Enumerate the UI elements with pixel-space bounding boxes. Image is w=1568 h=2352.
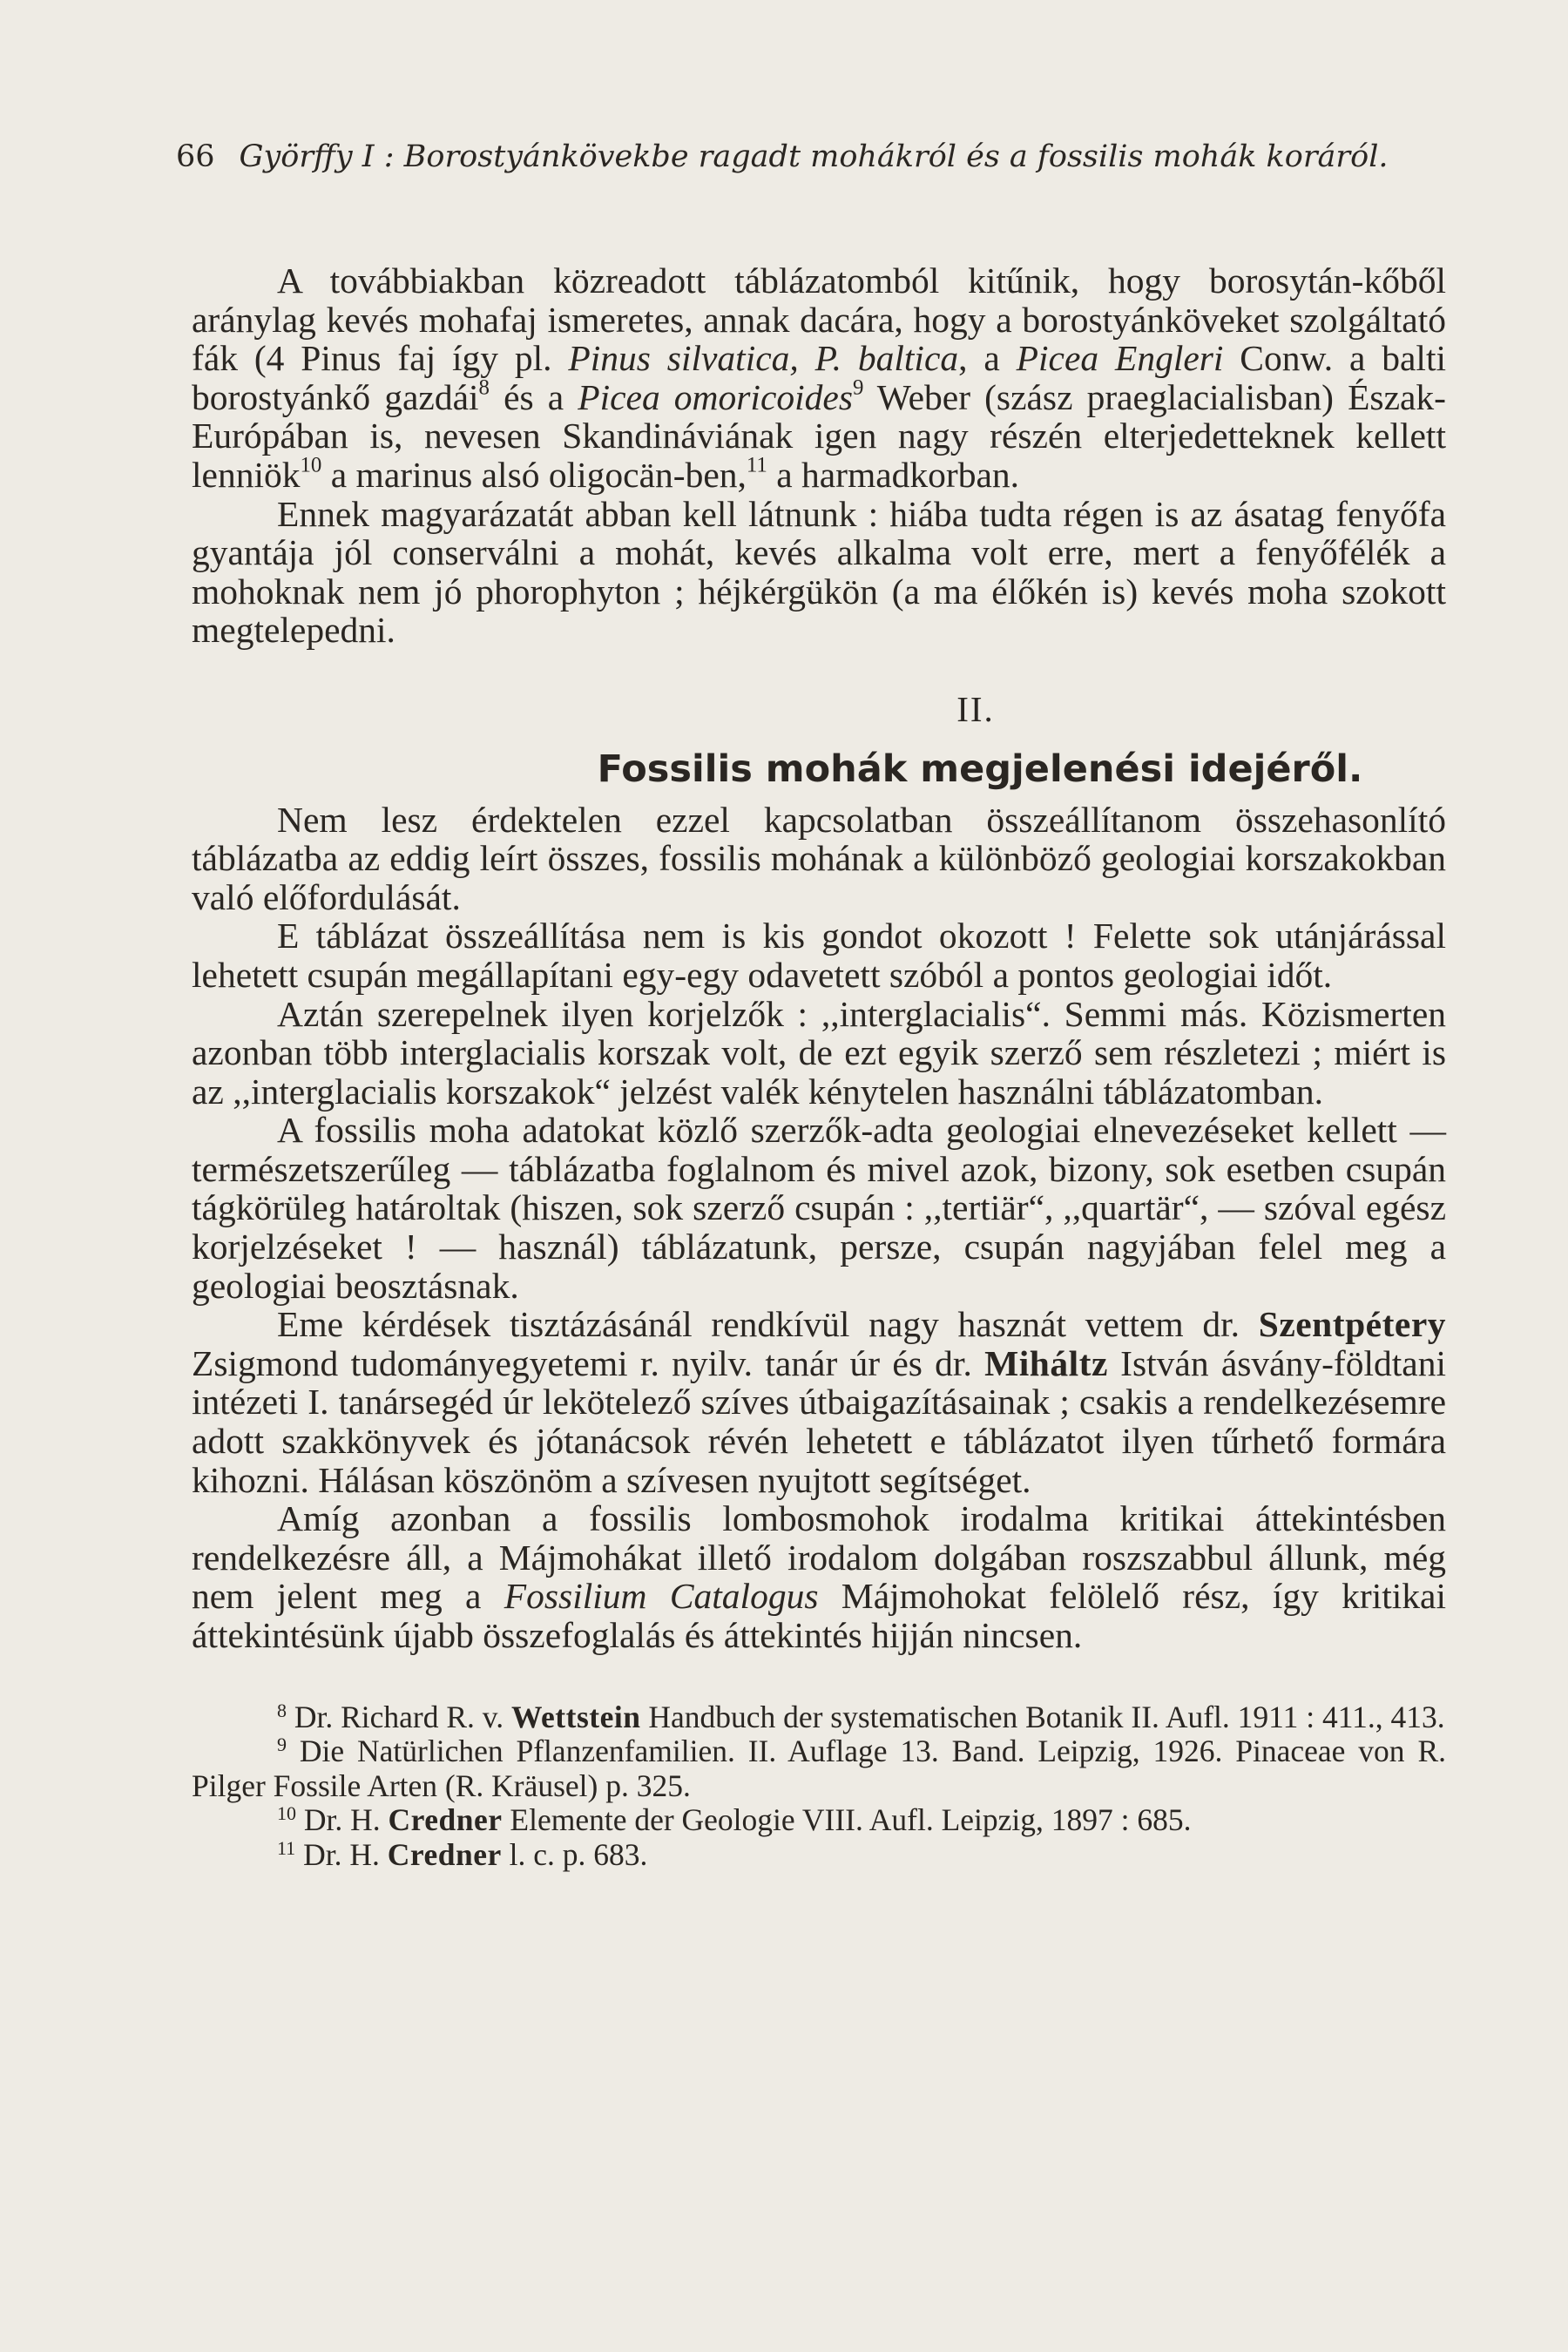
running-title: Györffy I : Borostyánkövekbe ragadt mohákról és a fossilis mohák koráról. bbox=[239, 139, 1389, 174]
footnote: $^9$ Die Natürlichen Pflanzenfamilien. II. Auflage 13. Band. Leipzig, 1926. Pinaceae von R. Pilger Fossile Arten (R. Kräusel) p. 325. bbox=[192, 1734, 1446, 1803]
footnote-ref: 8 bbox=[478, 375, 490, 400]
species-name: Pinus silvatica, P. baltica bbox=[568, 338, 959, 379]
footnote-ref: 9 bbox=[852, 375, 864, 400]
footnotes bbox=[192, 1700, 1446, 1873]
footnote-ref: 10 bbox=[300, 453, 322, 477]
footnote: $^8$ Dr. Richard R. v. Wettstein Handbuch der systematischen Botanik II. Aufl. 1911 : 411., 413. bbox=[277, 1699, 1445, 1734]
footnote: $^{10}$ Dr. H. Credner Elemente der Geologie VIII. Aufl. Leipzig, 1897 : 685. bbox=[277, 1802, 1192, 1838]
body-text bbox=[192, 261, 1446, 1873]
running-head bbox=[176, 138, 1465, 176]
person-name: Wettstein bbox=[511, 1699, 641, 1734]
person-name: Miháltz bbox=[984, 1342, 1108, 1383]
paragraph: Nem lesz érdektelen ezzel kapcsolatban összeállítanom összehasonlító táblázatba az eddig leírt összes, fossilis mohának a különböző geologiai korszakokban való előfordulását. bbox=[192, 799, 1446, 917]
section-heading: Fossilis mohák megjelenési idejéről. bbox=[597, 747, 1363, 791]
work-title: Fossilium Catalogus bbox=[504, 1576, 819, 1617]
page-number: 66 bbox=[176, 139, 215, 174]
footnote-mark: 10 bbox=[277, 1802, 296, 1825]
section-number: II. bbox=[956, 688, 995, 729]
footnote-mark: 9 bbox=[277, 1734, 287, 1756]
species-name: Picea Engleri bbox=[1016, 338, 1224, 379]
paragraph-explanation: Ennek magyarázatát abban kell látnunk : hiába tudta régen is az ásatag fenyőfa gyantája jól conserválni a mohát, kevés alkalma volt erre, mert a fenyőfélék a mohoknak nem jó phorophyton ; héjkérgükön (a ma élőkén is) kevés moha szokott megtelepedni. bbox=[192, 493, 1446, 651]
paragraph: E táblázat összeállítása nem is kis gondot okozott ! Felette sok utánjárással lehetett csupán megállapítani egy-egy odavetett szóból a pontos geologiai időt. bbox=[192, 916, 1446, 995]
footnote: $^{11}$ Dr. H. Credner l. c. p. 683. bbox=[277, 1836, 648, 1872]
paragraph: Eme kérdések tisztázásánál rendkívül nagy hasznát vettem dr. Szentpétery Zsigmond tudományegyetemi r. nyilv. tanár úr és dr. Miháltz István ásvány-földtani intézeti I. tanársegéd úr lekötelező szíves útbaigazításainak ; csakis a rendelkezésemre adott szakkönyvek és jótanácsok révén lehetett e táblázatot ilyen tűrhető formára kihozni. Hálásan köszönöm a szívesen nyujtott segítséget. bbox=[192, 1304, 1446, 1500]
paragraph: A fossilis moha adatokat közlő szerzők-adta geologiai elnevezéseket kellett — természetszerűleg — táblázatba foglalnom és mivel azok, bizony, sok esetben csupán tágkörüleg határoltak (hiszen, sok szerző csupán : ,,tertiär“, ,,quartär“, — szóval egész korjelzéseket ! — használ) táblázatunk, persze, csupán nagyjában felel meg a geologiai beosztásnak. bbox=[192, 1110, 1446, 1306]
person-name: Credner bbox=[387, 1836, 502, 1872]
paragraph: Amíg azonban a fossilis lombosmohok irodalma kritikai áttekintésben rendelkezésre áll, a Májmohákat illető irodalom dolgában roszszabbul állunk, még nem jelent meg a Fossilium Catalogus Májmohokat felölelő rész, így kritikai áttekintésünk újabb összefoglalás és áttekintés hijján nincsen. bbox=[192, 1498, 1447, 1655]
person-name: Credner bbox=[388, 1802, 503, 1838]
person-name: Szentpétery bbox=[1258, 1304, 1446, 1345]
species-name: Picea omoricoides bbox=[578, 376, 853, 417]
footnote-mark: 8 bbox=[277, 1699, 287, 1721]
paragraph: Aztán szerepelnek ilyen korjelzők : ,,interglacialis“. Semmi más. Közismerten azonban több interglacialis korszak volt, de ezt egyik szerző sem részletezi ; miért is az ,,interglacialis korszakok“ jelzést valék kénytelen használni táblázatomban. bbox=[192, 993, 1446, 1112]
footnote-ref: 11 bbox=[746, 453, 767, 477]
paragraph-intro: A továbbiakban közreadott táblázatomból kitűnik, hogy borosytán-kőből aránylag kevés mohafaj ismeretes, annak dacára, hogy a borostyánköveket szolgáltató fák (4 Pinus faj így pl. Pinus silvatica, P. baltica, a Picea Engleri Conw. a balti borostyánkő gazdái$^8$ és a Picea omoricoides$^9$ Weber (szász praeglacialisban) Észak-Európában is, nevesen Skandináviának igen nagy részén elterjedetteknek kellett lenniök$^{10}$ a marinus alsó oligocän-ben,$^{11}$ a harmadkorban. bbox=[192, 260, 1447, 495]
footnote-mark: 11 bbox=[277, 1836, 296, 1859]
